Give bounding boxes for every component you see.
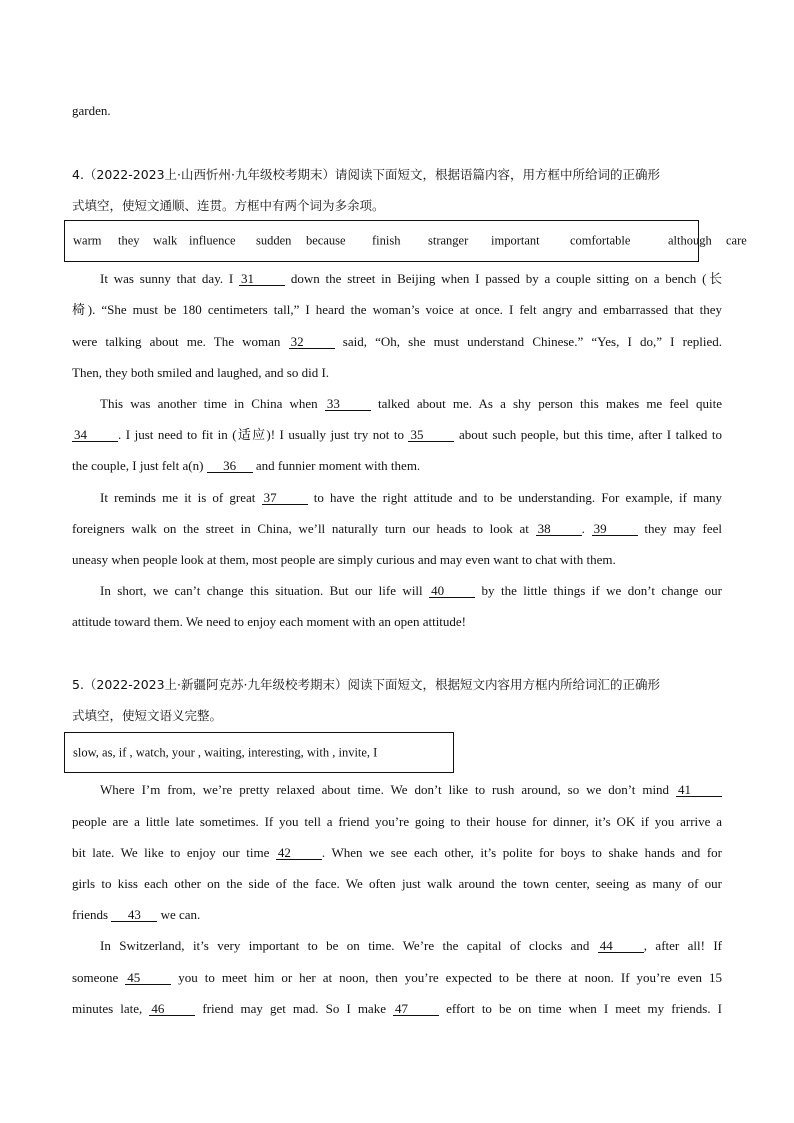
- answer-blank-40[interactable]: 40: [429, 584, 475, 598]
- word-option: important: [491, 233, 540, 248]
- passage-line: uneasy when people look at them, most people are simply curious and may even want to chat with them.: [72, 552, 616, 567]
- answer-blank-31[interactable]: 31: [239, 272, 285, 286]
- passage-line: This was another time in China when 33 talked about me. As a shy person this makes me feel quite: [100, 396, 722, 411]
- q4-word-box: [64, 220, 747, 262]
- q5-header-line-2: 式填空，使短文语义完整。: [72, 708, 223, 723]
- text-line-top: garden.: [72, 103, 111, 118]
- word-option: stranger: [428, 233, 469, 248]
- answer-blank-39[interactable]: 39: [592, 522, 638, 536]
- answer-blank-43[interactable]: 43: [111, 908, 157, 922]
- answer-blank-35[interactable]: 35: [408, 428, 454, 442]
- passage-line: bit late. We like to enjoy our time 42 . When we see each other, it’s polite for boys to shake hands and for: [72, 845, 722, 860]
- passage-line: 34 . I just need to fit in (适应)! I usually just try not to 35 about such people, but this time, after I talked to: [74, 427, 722, 442]
- word-option: warm: [73, 233, 102, 248]
- q5-header-line-1: 5.（2022-2023上·新疆阿克苏·九年级校考期末）阅读下面短文，根据短文内容用方框内所给词汇的正确形: [72, 677, 661, 692]
- q5-word-list: slow, as, if , watch, your , waiting, interesting, with , invite, I: [73, 745, 378, 759]
- passage-line: 椅). “She must be 180 centimeters tall,” I heard the woman’s voice at once. I felt angry and embarrassed that they: [72, 302, 722, 317]
- word-option: sudden: [256, 233, 292, 248]
- answer-blank-47[interactable]: 47: [393, 1002, 439, 1016]
- answer-blank-45[interactable]: 45: [125, 971, 171, 985]
- word-option: care: [726, 233, 747, 248]
- passage-line: someone 45 you to meet him or her at noon, then you’re expected to be there at noon. If you’re even 15: [72, 970, 722, 985]
- word-option: walk: [153, 233, 178, 248]
- passage-line: girls to kiss each other on the side of the face. We often just walk around the town center, seeing as many of our: [72, 876, 722, 891]
- answer-blank-33[interactable]: 33: [325, 397, 371, 411]
- word-option: they: [118, 233, 140, 248]
- passage-line: In short, we can’t change this situation. But our life will 40 by the little things if we don’t change our: [100, 583, 722, 598]
- word-option: because: [306, 233, 346, 248]
- word-option: finish: [372, 233, 401, 248]
- word-option: although: [668, 233, 712, 248]
- word-option: influence: [189, 233, 236, 248]
- passage-line: In Switzerland, it’s very important to be on time. We’re the capital of clocks and 44 , after all! If: [100, 938, 722, 953]
- passage-line: It reminds me it is of great 37 to have the right attitude and to be understanding. For example, if many: [100, 490, 722, 505]
- q4-header-line-2: 式填空，使短文通顺、连贯。方框中有两个词为多余项。: [72, 198, 385, 213]
- passage-line: minutes late, 46 friend may get mad. So I make 47 effort to be on time when I meet my friends. I: [72, 1001, 722, 1016]
- answer-blank-41[interactable]: 41: [676, 783, 722, 797]
- answer-blank-44[interactable]: 44: [598, 939, 644, 953]
- passage-line: Where I’m from, we’re pretty relaxed about time. We don’t like to rush around, so we don’t mind 41: [100, 782, 722, 798]
- answer-blank-46[interactable]: 46: [149, 1002, 195, 1016]
- passage-line: attitude toward them. We need to enjoy each moment with an open attitude!: [72, 614, 467, 629]
- q5-word-box: [64, 732, 454, 773]
- answer-blank-38[interactable]: 38: [536, 522, 582, 536]
- word-option: comfortable: [570, 233, 631, 248]
- passage-line: It was sunny that day. I 31 down the street in Beijing when I passed by a couple sitting on a bench (长: [100, 271, 722, 286]
- passage-line: friends 43 we can.: [72, 907, 201, 922]
- q4-header-line-1: 4.（2022-2023上·山西忻州·九年级校考期末）请阅读下面短文，根据语篇内容，用方框中所给词的正确形: [72, 167, 661, 182]
- answer-blank-42[interactable]: 42: [276, 846, 322, 860]
- passage-line: Then, they both smiled and laughed, and so did I.: [72, 365, 330, 380]
- answer-blank-34[interactable]: 34: [72, 428, 118, 442]
- answer-blank-36[interactable]: 36: [207, 459, 253, 473]
- passage-line: people are a little late sometimes. If you tell a friend you’re going to their house for dinner, it’s OK if you arrive a: [72, 814, 722, 829]
- answer-blank-37[interactable]: 37: [262, 491, 308, 505]
- passage-line: foreigners walk on the street in China, we’ll naturally turn our heads to look at 38 . 39 they may feel: [72, 521, 723, 536]
- passage-line: were talking about me. The woman 32 said, “Oh, she must understand Chinese.” “Yes, I do,” I replied.: [72, 334, 722, 349]
- answer-blank-32[interactable]: 32: [289, 335, 335, 349]
- passage-line: the couple, I just felt a(n) 36 and funnier moment with them.: [72, 458, 421, 473]
